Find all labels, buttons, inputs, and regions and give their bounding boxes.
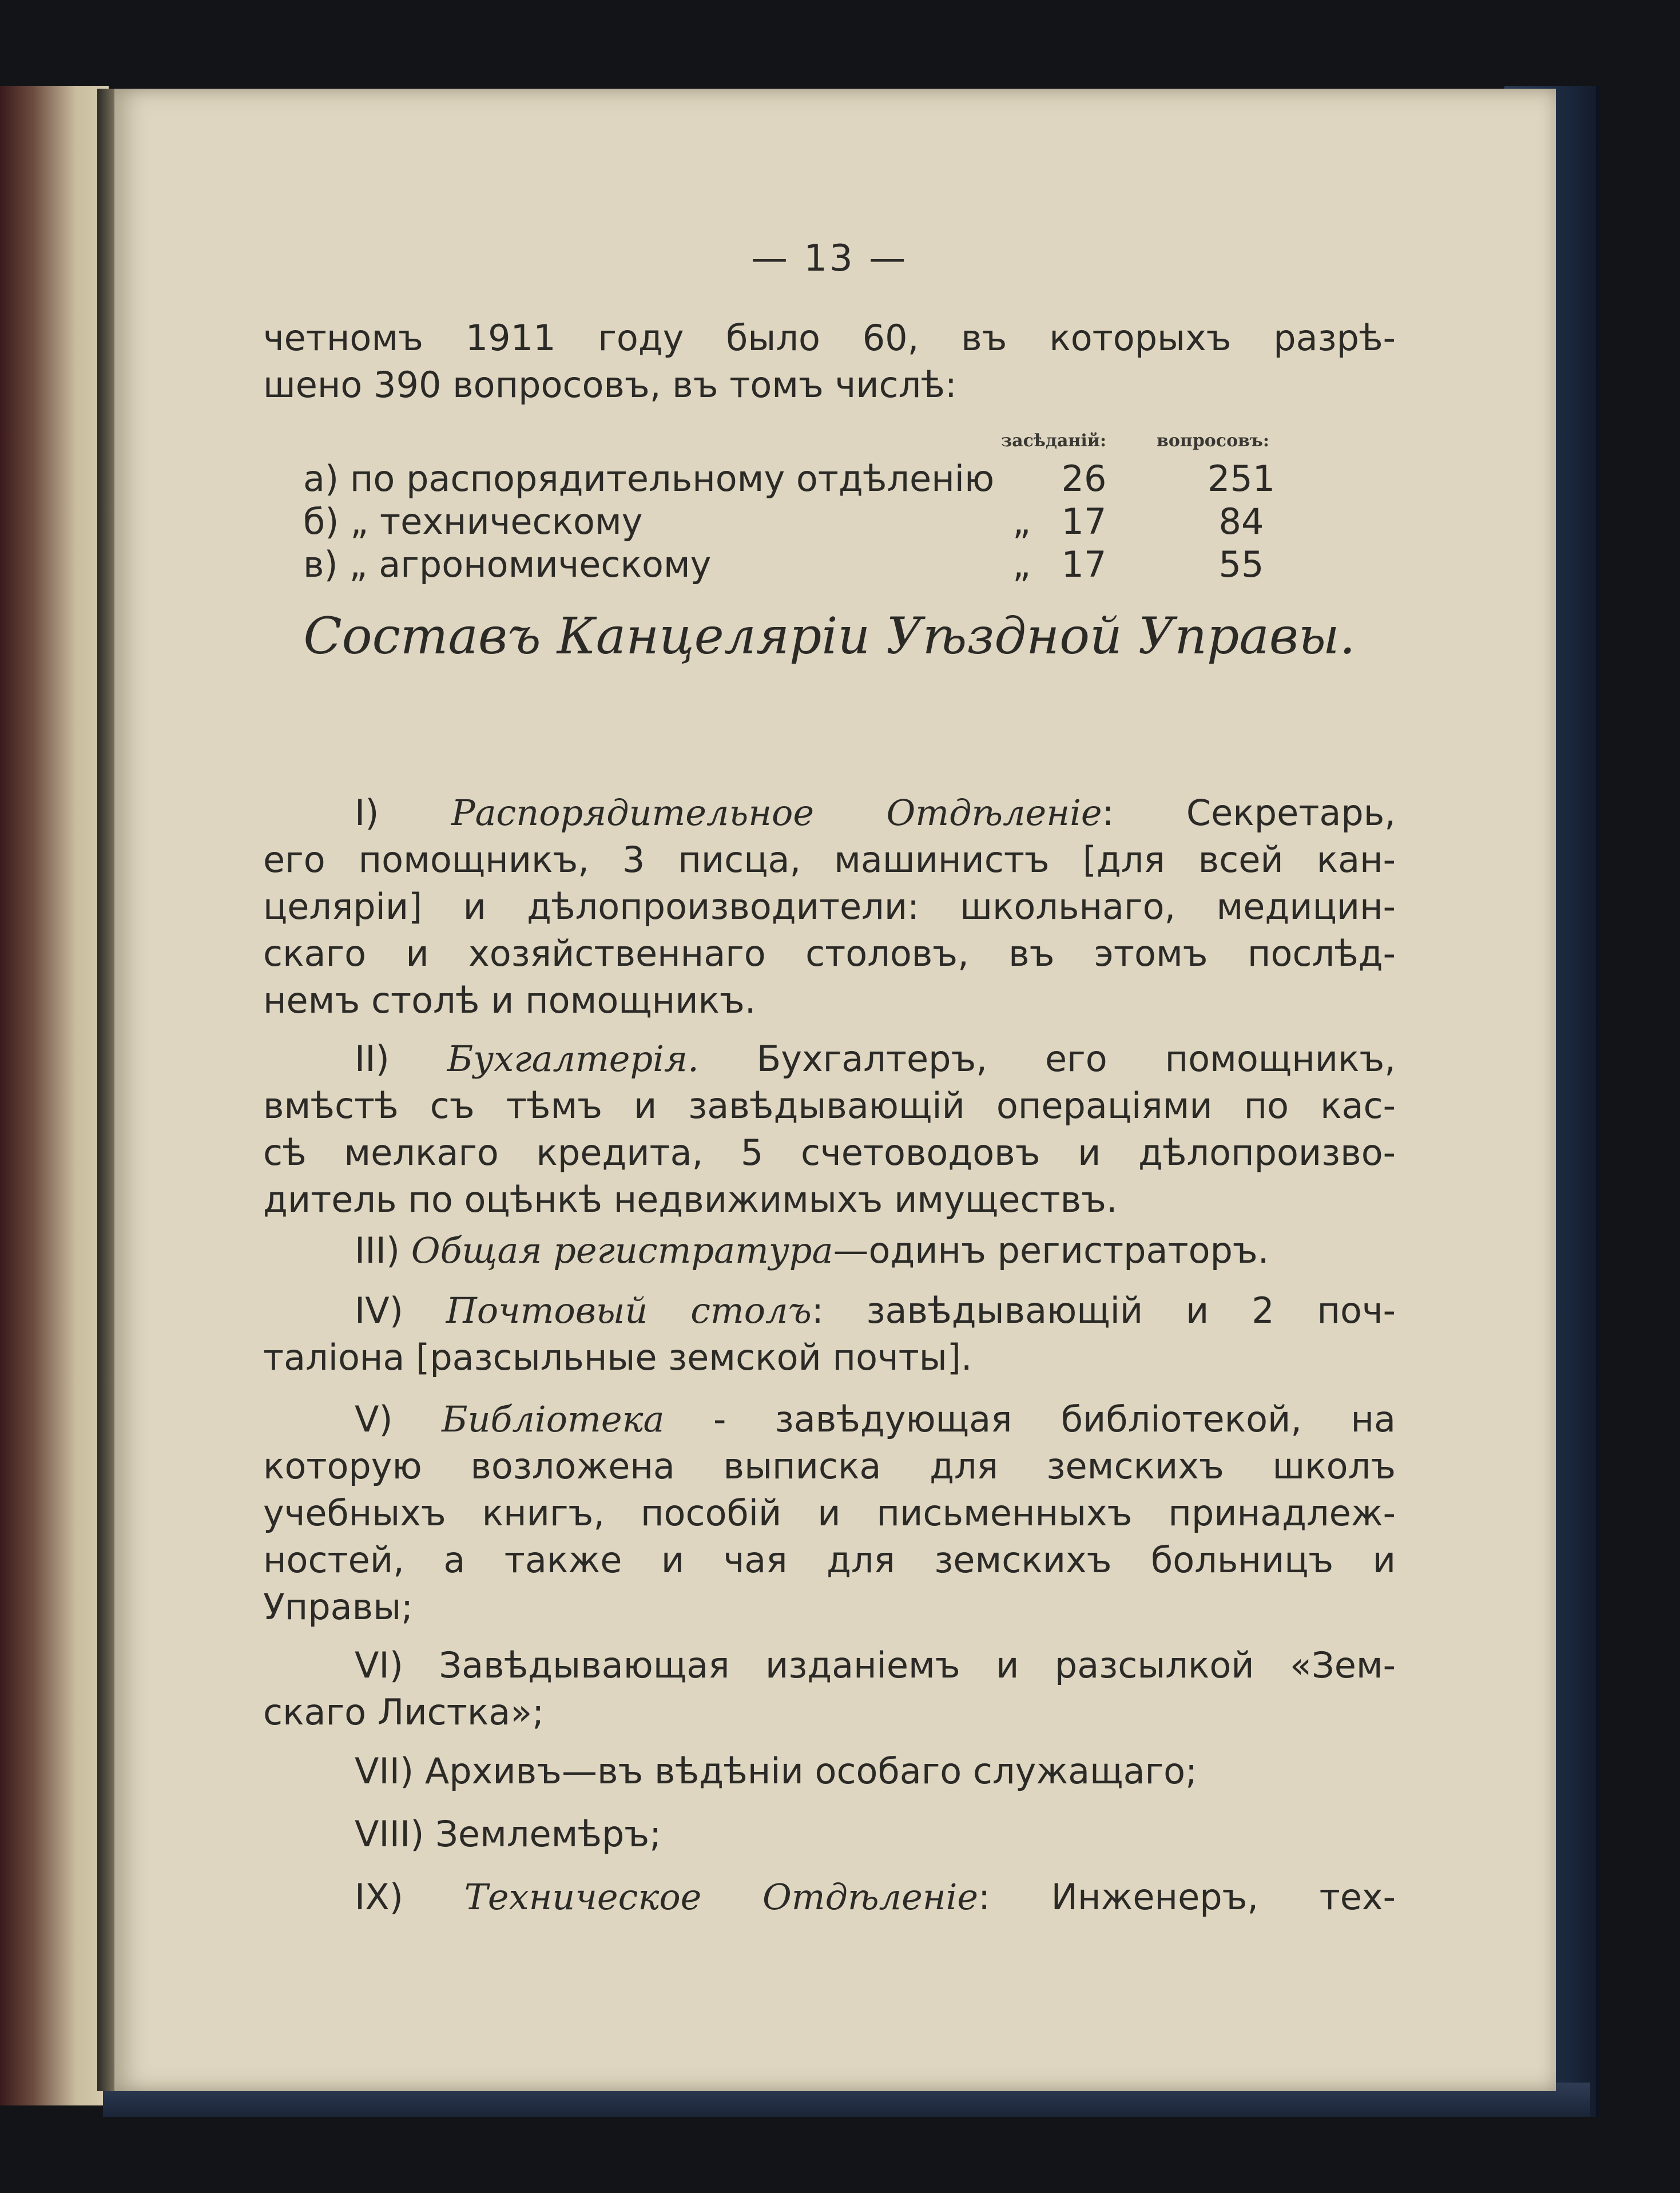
paragraph-line: дитель по оцѣнкѣ недвижимыхъ имуществъ. — [263, 1179, 1118, 1220]
paragraph-line — [263, 1227, 1396, 1274]
paragraph-line: учебныхъ книгъ, пособій и письменныхъ принадлеж- — [263, 1492, 1396, 1534]
paragraph-text: —одинъ регистраторъ. — [833, 1230, 1269, 1271]
meetings-value: 26 — [1061, 458, 1107, 499]
paragraph-line — [263, 1396, 1396, 1443]
section-number: V) — [355, 1398, 393, 1440]
paragraph-line — [263, 1036, 1396, 1082]
section-title: Общая регистратура — [411, 1230, 833, 1271]
section-heading: Составъ Канцеляріи Уѣздной Управы. — [303, 606, 1356, 665]
section-number: VII) — [355, 1750, 414, 1792]
paragraph-line: сѣ мелкаго кредита, 5 счетоводовъ и дѣлопроизво- — [263, 1132, 1396, 1173]
paragraph-text: Землемѣръ; — [424, 1813, 662, 1855]
paragraph-line — [263, 1287, 1396, 1334]
page-number: — 13 — — [750, 237, 908, 280]
section-number: VIII) — [355, 1813, 424, 1855]
table-row — [263, 458, 1396, 502]
section-paragraph — [263, 1287, 1396, 1381]
questions-value: 84 — [1218, 501, 1264, 542]
questions-value: 251 — [1207, 458, 1276, 499]
paragraph-line: его помощникъ, 3 писца, машинистъ [для всей кан- — [263, 839, 1396, 881]
section-paragraph — [263, 1036, 1396, 1223]
row-label: в) „ агрономическому — [303, 544, 712, 585]
section-number: IX) — [355, 1876, 403, 1918]
paragraph-line — [263, 1748, 1396, 1795]
section-number: III) — [355, 1230, 400, 1271]
section-title: Библіотека — [442, 1398, 665, 1440]
paragraph-line — [263, 1874, 1396, 1921]
intro-paragraph — [263, 315, 1396, 409]
ditto-mark: „ — [1012, 501, 1031, 542]
paragraph-text: : завѣдывающій и 2 поч- — [811, 1290, 1396, 1331]
paragraph-line: Управы; — [263, 1586, 414, 1628]
section-title: Техническое Отдѣленіе — [464, 1876, 979, 1918]
row-label: б) „ техническому — [303, 501, 643, 542]
meetings-value: 17 — [1061, 544, 1107, 585]
section-number: I) — [355, 792, 379, 834]
meetings-value: 17 — [1061, 501, 1107, 542]
spine-shadow — [97, 89, 114, 2091]
paragraph-text: Бухгалтеръ, его помощникъ, — [698, 1038, 1396, 1080]
paragraph-line: вмѣстѣ съ тѣмъ и завѣдывающій операціями по кас- — [263, 1085, 1396, 1127]
paragraph-text: : Секретарь, — [1102, 792, 1396, 834]
questions-value: 55 — [1218, 544, 1264, 585]
section-number: II) — [355, 1038, 390, 1080]
table-row — [263, 501, 1396, 545]
section-paragraph — [263, 1811, 1396, 1858]
section-title: Распорядительное Отдѣленіе — [451, 792, 1102, 834]
paragraph-line: таліона [разсыльные земской почты]. — [263, 1337, 972, 1378]
section-number: VI) — [355, 1644, 403, 1686]
section-paragraph — [263, 1874, 1396, 1921]
paragraph-text: : Инженеръ, тех- — [978, 1876, 1396, 1918]
section-number: IV) — [355, 1290, 403, 1331]
row-label: а) по распорядительному отдѣленію — [303, 458, 995, 499]
column-header-questions: вопросовъ: — [1157, 431, 1270, 451]
paragraph-line — [263, 790, 1396, 836]
left-page-edge — [0, 86, 109, 2105]
column-header-meetings: засѣданій: — [1001, 431, 1107, 451]
section-paragraph — [263, 1748, 1396, 1795]
paragraph-line: скаго Листка»; — [263, 1691, 545, 1733]
paragraph-line: которую возложена выписка для земскихъ школъ — [263, 1445, 1396, 1487]
intro-line: четномъ 1911 году было 60, въ которыхъ разрѣ- — [263, 317, 1396, 359]
paragraph-line: ностей, а также и чая для земскихъ больницъ и — [263, 1539, 1396, 1581]
paragraph-text: Завѣдывающая изданіемъ и разсылкой «Зем- — [403, 1644, 1396, 1686]
paragraph-text: - завѣдующая библіотекой, на — [664, 1398, 1396, 1440]
section-paragraph — [263, 1396, 1396, 1631]
intro-line: шено 390 вопросовъ, въ томъ числѣ: — [263, 364, 957, 406]
paragraph-text: Архивъ—въ вѣдѣніи особаго служащаго; — [414, 1750, 1197, 1792]
section-paragraph — [263, 1642, 1396, 1736]
paragraph-line — [263, 1811, 1396, 1858]
book-page — [109, 89, 1556, 2091]
paragraph-line: скаго и хозяйственнаго столовъ, въ этомъ послѣд- — [263, 933, 1396, 974]
paragraph-line — [263, 1642, 1396, 1689]
section-title: Бухгалтерія. — [447, 1038, 699, 1080]
section-paragraph — [263, 1227, 1396, 1274]
section-title: Почтовый столъ — [446, 1290, 812, 1331]
section-paragraph — [263, 790, 1396, 1024]
paragraph-line: немъ столѣ и помощникъ. — [263, 979, 756, 1021]
paragraph-line: целяріи] и дѣлопроизводители: школьнаго, медицин- — [263, 886, 1396, 927]
ditto-mark: „ — [1012, 544, 1031, 585]
table-row — [263, 544, 1396, 588]
